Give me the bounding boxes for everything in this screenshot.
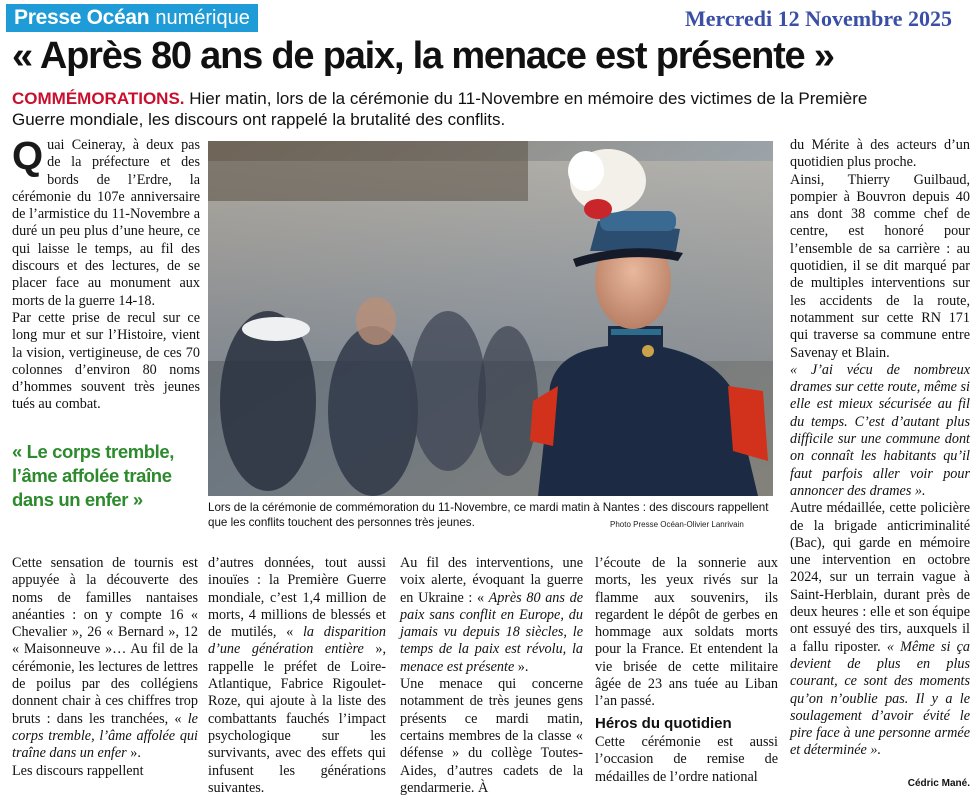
paragraph-text: Au fil des interventions, une voix alerte, évoquant la guerre en Ukraine : «: [400, 555, 583, 606]
brand-edition: numérique: [155, 6, 250, 29]
paragraph: Les discours rappellent: [12, 762, 144, 779]
article-column-5: [790, 137, 970, 760]
paragraph: [208, 555, 386, 797]
paragraph-text: Autre médaillée, cette policière de la brigade anticriminalité (Bac), qui garde en mémoire une intervention en octobre 2024, sur un terrain vague à Saint-Herblain, durant près de deux heures : elle et son équipe ont essuyé des tirs, auxquels il a fallu riposter.: [790, 500, 970, 655]
photo-caption: Lors de la cérémonie de commémoration du 11-Novembre, ce mardi matin à Nantes : des discours rappellent que les conflits touchent des personnes très jeunes.: [208, 501, 769, 529]
chapeau: [12, 88, 892, 130]
paragraph-text: Cette sensation de tournis est appuyée à la découverte des noms de familles nantaises anéanties : on y compte 16 « Chevalier », 26 « Bernard », 12 « Maisonneuve »… Au fil de la cérémonie, les lectures de lettres de poilus par des collégiens donnent chair à ces chiffres trop bruts : dans les tranchées, «: [12, 555, 198, 727]
article-column-bottom-3: [400, 555, 583, 797]
quote-text: « J’ai vécu de nombreux drames sur cette route, même si elle est mieux sécurisée au fil du temps. C’est d’autant plus difficile sur une commune dont on connaît les habitants qu’il faut parfois aller voir pour annoncer des drames ».: [790, 361, 970, 499]
masthead-logo: [6, 4, 258, 32]
quote-text: « Même si ça devient de plus en plus courant, ce sont des moments qu’on n’oublie pas. Il y a le soulagement d’avoir évité le pire face à une personne armée et déterminée ».: [790, 638, 970, 759]
paragraph-text: uai Ceineray, à deux pas de la préfecture et des bords de l’Erdre, la cérémonie du 107e anniversaire de l’armistice du 11-Novembre a duré un peu plus d’une heure, ce qui laisse le temps, au fil des discours et des lectures, de se placer face au monument aux morts de la guerre 14-18.: [12, 137, 200, 309]
rubric-kicker: COMMÉMORATIONS.: [12, 89, 185, 108]
chapeau-text: Hier matin, lors de la cérémonie du 11-Novembre en mémoire des victimes de la Première Guerre mondiale, les discours ont rappelé la brutalité des conflits.: [12, 89, 868, 129]
paragraph: [790, 362, 970, 500]
paragraph: Une menace qui concerne notamment de très jeunes gens présents ce mardi matin, certains membres de la classe « défense » du collège Toutes-Aides, d’autres cadets de la gendarmerie. À: [400, 676, 583, 796]
article-column-bottom-4: [595, 555, 778, 786]
publication-date: Mercredi 12 Novembre 2025: [685, 6, 952, 31]
photo-illustration: [208, 141, 773, 496]
section-subheading: Héros du quotidien: [595, 714, 732, 732]
article-column-bottom-2: [208, 555, 386, 797]
quote-text: Après 80 ans de paix sans conflit en Europe, du jamais vu depuis 18 siècles, le temps de la paix est révolu, la menace est présente: [400, 589, 583, 675]
paragraph: Par cette prise de recul sur ce long mur et sur l’Histoire, vient la vision, vertigineuse, de ces 70 colonnes d’environ 80 noms d’hommes souvent très jeunes tués au combat.: [12, 309, 200, 413]
article-column-bottom-1: [12, 555, 198, 780]
headline: « Après 80 ans de paix, la menace est présente »: [12, 35, 834, 77]
paragraph: [790, 500, 970, 759]
paragraph-text: d’autres données, tout aussi inouïes : la Première Guerre mondiale, c’est 1,4 million de morts, 4 millions de blessés et de mutilés, «: [208, 555, 386, 641]
paragraph: [12, 134, 200, 310]
paragraph-text: ».: [514, 658, 529, 675]
photo-credit: Photo Presse Océan-Olivier Lanrivain: [610, 520, 744, 529]
author-signature: Cédric Mané.: [907, 778, 970, 789]
quote-text: le corps tremble, l’âme affolée qui traîne dans un enfer: [12, 710, 198, 762]
pull-quote: « Le corps tremble, l’âme affolée traîne dans un enfer »: [12, 441, 175, 510]
drop-cap: Q: [12, 134, 44, 178]
paragraph: [400, 555, 583, 676]
paragraph: Ainsi, Thierry Guilbaud, pompier à Bouvron depuis 40 ans dont 38 comme chef de centre, est honoré pour l’ensemble de sa carrière : au quotidien, il se dit marqué par de multiples interventions sur les accidents de la route, notamment sur cette RN 171 qui traverse sa commune entre Savenay et Blain.: [790, 171, 970, 361]
paragraph: Cette cérémonie est aussi l’occasion de remise de médailles de l’ordre national: [595, 733, 778, 785]
paragraph-text: ».: [126, 745, 141, 762]
paragraph-text: », rappelle le préfet de Loire-Atlantique, Fabrice Rigoulet-Roze, qui ajoute à la liste des combattants fauchés l’impact psychologique sur les survivants, avec des effets qui infusent les générations suivantes.: [208, 641, 386, 796]
article-column-1: [12, 134, 200, 414]
paragraph: [12, 555, 198, 763]
paragraph: l’écoute de la sonnerie aux morts, les yeux rivés sur la flamme aux souvenirs, ils regardent le dépôt de gerbes en hommage aux soldats morts pour la France. Et entendent la vie brisée de cette militaire âgée de 23 ans tuée au Liban l’an passé.: [595, 555, 778, 710]
article-photo: [208, 141, 773, 496]
paragraph: du Mérite à des acteurs d’un quotidien plus proche.: [790, 137, 970, 171]
brand-name: Presse Océan: [14, 6, 150, 29]
quote-text: la disparition d’une génération entière: [208, 624, 386, 658]
